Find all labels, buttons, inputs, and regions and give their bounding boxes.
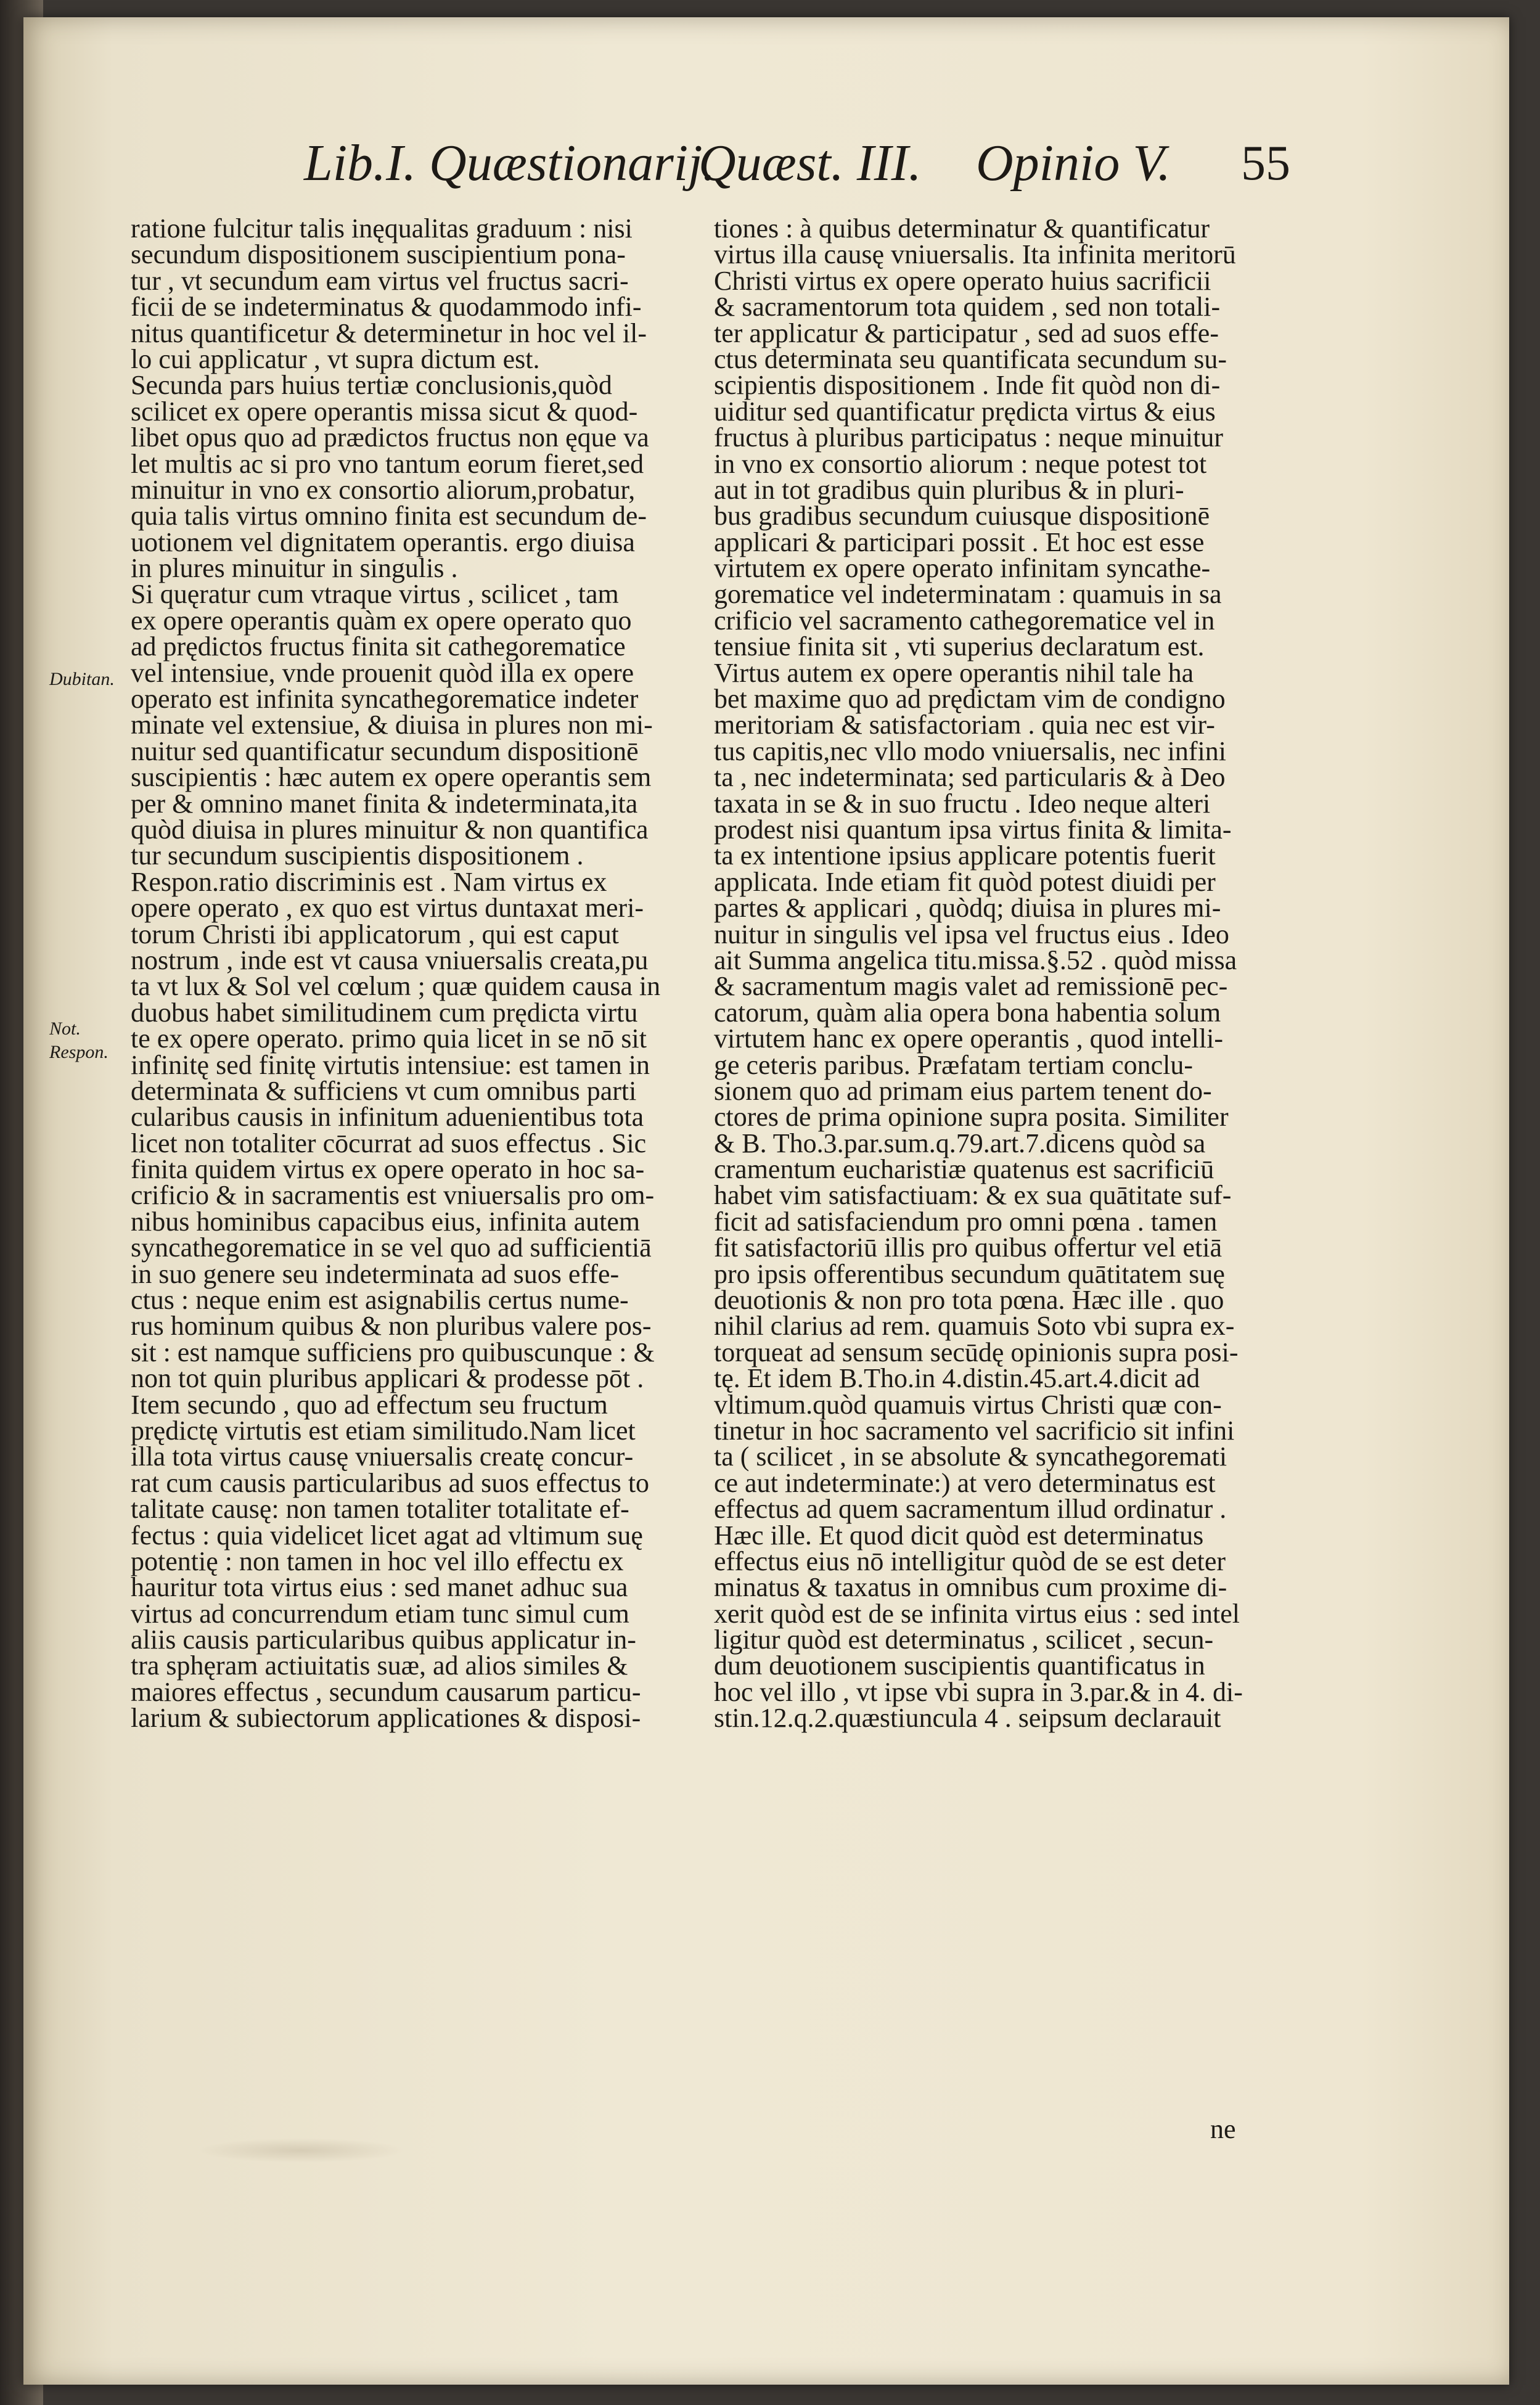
right-column-line: ligitur quòd est determinatus , scilicet , secun-	[714, 1625, 1214, 1655]
left-column-line: rat cum causis particularibus ad suos effectus to	[131, 1467, 650, 1498]
left-column-line: tur secundum suscipientis dispositionem .	[131, 840, 584, 871]
left-column-line: aliis causis particularibus quibus applicatur in-	[131, 1625, 636, 1655]
right-column-line: ait Summa angelica titu.missa.§.52 . quòd missa	[714, 944, 1237, 975]
right-column-line: fructus à pluribus participatus : neque minuitur	[714, 422, 1224, 453]
left-column-line: maiores effectus , secundum causarum particu-	[131, 1676, 641, 1707]
right-column-line: torqueat ad sensum secūdę opinionis supra posi-	[714, 1337, 1239, 1367]
right-column-line: bet maxime quo ad prędictam vim de condigno	[714, 684, 1226, 715]
right-column-line: pro ipsis offerentibus secundum quātitatem suę	[714, 1258, 1225, 1289]
left-column-line: let multis ac si pro vno tantum eorum fieret,sed	[131, 448, 644, 479]
left-column-line: crificio & in sacramentis est vniuersalis pro om-	[131, 1180, 655, 1211]
right-text-column	[714, 213, 1293, 1734]
right-column-line: Christi virtus ex opere operato huius sacrificii	[714, 265, 1211, 296]
right-column-line: applicari & participari possit . Et hoc est esse	[714, 526, 1205, 557]
left-column-line: ratione fulcitur talis inęqualitas graduum : nisi	[131, 213, 633, 244]
show-through-stain	[196, 2138, 406, 2163]
left-column-line: hauritur tota virtus eius : sed manet adhuc sua	[131, 1572, 628, 1603]
left-column-line: nuitur sed quantificatur secundum dispositionē	[131, 735, 639, 766]
right-column-line: taxata in se & in suo fructu . Ideo neque alteri	[714, 788, 1211, 819]
right-column-line: tus capitis,nec vllo modo vniuersalis, nec infini	[714, 735, 1226, 766]
left-column-line: minuitur in vno ex consortio aliorum,probatur,	[131, 474, 636, 505]
right-column-line: & B. Tho.3.par.sum.q.79.art.7.dicens quòd sa	[714, 1128, 1206, 1158]
right-column-line: fit satisfactoriū illis pro quibus offertur vel etiā	[714, 1232, 1222, 1263]
book-page	[23, 17, 1509, 2385]
right-column-line: tiones : à quibus determinatur & quantificatur	[714, 213, 1210, 244]
right-column-line: ctus determinata seu quantificata secundum su-	[714, 343, 1227, 374]
left-text-column	[131, 213, 698, 1734]
right-column-line: in vno ex consortio aliorum : neque potest tot	[714, 448, 1207, 479]
left-column-line: nitus quantificetur & determinetur in hoc vel il-	[131, 318, 647, 348]
right-column-line: aut in tot gradibus quin pluribus & in pluri-	[714, 474, 1184, 505]
left-column-line: opere operato , ex quo est virtus duntaxat meri-	[131, 893, 644, 924]
left-column-line: te ex opere operato. primo quia licet in se nō sit	[131, 1023, 647, 1054]
left-column-line: sit : est namque sufficiens pro quibuscunque : &	[131, 1337, 655, 1367]
right-column-line: sionem quo ad primam eius partem tenent do-	[714, 1075, 1212, 1106]
right-column-line: ter applicatur & participatur , sed ad suos effe-	[714, 318, 1219, 348]
left-column-line: tur , vt secundum eam virtus vel fructus sacri-	[131, 265, 629, 296]
right-column-line: & sacramentorum tota quidem , sed non totali-	[714, 292, 1221, 322]
header-question: Quæst. III.	[698, 134, 922, 192]
right-column-line: virtutem hanc ex opere operantis , quod intelli-	[714, 1023, 1223, 1054]
right-column-line: ta , nec indeterminata; sed particularis & à Deo	[714, 762, 1226, 793]
left-column-line: potentię : non tamen in hoc vel illo effectu ex	[131, 1546, 624, 1576]
left-column-line: in plures minuitur in singulis .	[131, 553, 458, 584]
right-column-line: nuitur in singulis vel ipsa vel fructus eius . Ideo	[714, 919, 1229, 949]
right-column-line: cramentum eucharistiæ quatenus est sacrificiū	[714, 1154, 1214, 1185]
margin-note-note: Not.	[49, 1018, 81, 1039]
left-column-line: prędictę virtutis est etiam similitudo.Nam licet	[131, 1415, 636, 1446]
right-column-line: Virtus autem ex opere operantis nihil tale ha	[714, 657, 1194, 688]
right-column-line: minatus & taxatus in omnibus cum proxime di-	[714, 1572, 1227, 1603]
right-column-line: prodest nisi quantum ipsa virtus finita & limita-	[714, 814, 1232, 845]
right-column-line: xerit quòd est de se infinita virtus eius : sed intel	[714, 1598, 1240, 1629]
left-column-line: Respon.ratio discriminis est . Nam virtus ex	[131, 866, 607, 897]
left-column-line: nostrum , inde est vt causa vniuersalis creata,pu	[131, 944, 649, 975]
left-column-line: syncathegorematice in se vel quo ad sufficientiā	[131, 1232, 652, 1263]
margin-note-dubitation: Dubitan.	[49, 669, 115, 689]
left-column-line: quòd diuisa in plures minuitur & non quantifica	[131, 814, 649, 845]
right-column-line: tensiue finita sit , vti superius declaratum est.	[714, 631, 1205, 662]
left-column-line: talitate causę: non tamen totaliter totalitate ef-	[131, 1494, 629, 1525]
right-column-line: effectus eius nō intelligitur quòd de se est deter	[714, 1546, 1226, 1576]
right-column-line: habet vim satisfactiuam: & ex sua quātitate suf-	[714, 1180, 1232, 1211]
right-column-line: nihil clarius ad rem. quamuis Soto vbi supra ex-	[714, 1311, 1235, 1342]
right-column-line: ctores de prima opinione supra posita. Similiter	[714, 1102, 1229, 1133]
left-column-line: scilicet ex opere operantis missa sicut & quod-	[131, 396, 638, 427]
right-column-line: stin.12.q.2.quæstiuncula 4 . seipsum declarauit	[714, 1703, 1221, 1734]
left-column-line: ex opere operantis quàm ex opere operato quo	[131, 605, 632, 636]
right-column-line: tinetur in hoc sacramento vel sacrificio sit infini	[714, 1415, 1235, 1446]
left-column-line: cularibus causis in infinitum aduenientibus tota	[131, 1102, 644, 1133]
right-column-line: & sacramentum magis valet ad remissionē pec-	[714, 971, 1228, 1002]
right-column-line: ge ceteris paribus. Præfatam tertiam conclu-	[714, 1049, 1194, 1080]
margin-note-response: Respon.	[49, 1042, 109, 1062]
left-column-line: ta vt lux & Sol vel cœlum ; quæ quidem causa in	[131, 971, 661, 1002]
right-column-line: gorematice vel indeterminatam : quamuis in sa	[714, 579, 1222, 610]
right-column-line: deuotionis & non pro tota pœna. Hæc ille . quo	[714, 1285, 1224, 1316]
left-column-line: Secunda pars huius tertiæ conclusionis,quòd	[131, 370, 612, 401]
right-column-line: tę. Et idem B.Tho.in 4.distin.45.art.4.dicit ad	[714, 1363, 1200, 1394]
header-book: Lib.I. Quæstionarij.	[304, 134, 716, 192]
left-column-line: Item secundo , quo ad effectum seu fructum	[131, 1389, 608, 1420]
left-column-line: ad prędictos fructus finita sit cathegorematice	[131, 631, 626, 662]
right-column-line: meritoriam & satisfactoriam . quia nec est vir-	[714, 710, 1215, 740]
left-column-line: uotionem vel dignitatem operantis. ergo diuisa	[131, 526, 635, 557]
left-column-line: non tot quin pluribus applicari & prodesse pōt .	[131, 1363, 644, 1394]
left-column-line: rus hominum quibus & non pluribus valere pos-	[131, 1311, 652, 1342]
running-header	[304, 129, 1315, 197]
left-column-line: duobus habet similitudinem cum prędicta virtu	[131, 997, 638, 1028]
right-column-line: dum deuotionem suscipientis quantificatus in	[714, 1650, 1205, 1681]
left-column-line: finita quidem virtus ex opere operato in hoc sa-	[131, 1154, 645, 1185]
left-column-line: nibus hominibus capacibus eius, infinita autem	[131, 1206, 641, 1237]
left-column-line: in suo genere seu indeterminata ad suos effe-	[131, 1258, 620, 1289]
left-column-line: virtus ad concurrendum etiam tunc simul cum	[131, 1598, 629, 1629]
left-column-line: ctus : neque enim est asignabilis certus nume-	[131, 1285, 629, 1316]
right-column-line: bus gradibus secundum cuiusque dispositionē	[714, 501, 1210, 531]
right-column-line: catorum, quàm alia opera bona habentia solum	[714, 997, 1221, 1028]
left-column-line: fectus : quia videlicet licet agat ad vltimum suę	[131, 1520, 643, 1551]
left-column-line: secundum dispositionem suscipientium pona-	[131, 239, 626, 270]
right-column-line: ce aut indeterminate:) at vero determinatus est	[714, 1467, 1216, 1498]
right-column-line: hoc vel illo , vt ipse vbi supra in 3.par.& in 4. di-	[714, 1676, 1243, 1707]
left-column-line: minate vel extensiue, & diuisa in plures non mi-	[131, 710, 653, 740]
right-column-line: uiditur sed quantificatur prędicta virtus & eius	[714, 396, 1216, 427]
right-column-line: virtus illa causę vniuersalis. Ita infinita meritorū	[714, 239, 1236, 270]
right-column-line: partes & applicari , quòdq; diuisa in plures mi-	[714, 893, 1221, 924]
right-column-line: scipientis dispositionem . Inde fit quòd non di-	[714, 370, 1221, 401]
left-column-line: quia talis virtus omnino finita est secundum de-	[131, 501, 647, 531]
left-column-line: illa tota virtus causę vniuersalis creatę concur-	[131, 1441, 634, 1472]
right-column-line: Hæc ille. Et quod dicit quòd est determinatus	[714, 1520, 1204, 1551]
right-column-line: crificio vel sacramento cathegorematice vel in	[714, 605, 1215, 636]
left-column-line: infinitę sed finitę virtutis intensiue: est tamen in	[131, 1049, 650, 1080]
right-column-line: effectus ad quem sacramentum illud ordinatur .	[714, 1494, 1227, 1525]
page-number: 55	[1241, 136, 1290, 191]
right-column-line: ta ex intentione ipsius applicare potentis fuerit	[714, 840, 1216, 871]
right-column-line: ficit ad satisfaciendum pro omni pœna . tamen	[714, 1206, 1218, 1237]
right-column-line: virtutem ex opere operato infinitam syncathe-	[714, 553, 1211, 584]
left-column-line: lo cui applicatur , vt supra dictum est.	[131, 343, 540, 374]
left-column-line: licet non totaliter cōcurrat ad suos effectus . Sic	[131, 1128, 647, 1158]
left-column-line: operato est infinita syncathegorematice indeter	[131, 684, 639, 715]
left-column-line: torum Christi ibi applicatorum , qui est caput	[131, 919, 619, 949]
left-column-line: suscipientis : hæc autem ex opere operantis sem	[131, 762, 652, 793]
left-column-line: tra sphęram actiuitatis suæ, ad alios similes &	[131, 1650, 628, 1681]
left-column-line: per & omnino manet finita & indeterminata,ita	[131, 788, 638, 819]
left-column-line: ficii de se indeterminatus & quodammodo infi-	[131, 292, 642, 322]
left-column-line: larium & subiectorum applicationes & disposi-	[131, 1703, 641, 1734]
left-column-line: libet opus quo ad prædictos fructus non ęque va	[131, 422, 649, 453]
left-column-line: determinata & sufficiens vt cum omnibus parti	[131, 1075, 637, 1106]
right-column-line: applicata. Inde etiam fit quòd potest diuidi per	[714, 866, 1216, 897]
header-opinion: Opinio V.	[976, 134, 1171, 192]
right-column-line: ta ( scilicet , in se absolute & syncathegoremati	[714, 1441, 1227, 1472]
right-column-line: vltimum.quòd quamuis virtus Christi quæ con-	[714, 1389, 1222, 1420]
left-column-line: Si quęratur cum vtraque virtus , scilicet , tam	[131, 579, 619, 610]
left-column-line: vel intensiue, vnde prouenit quòd illa ex opere	[131, 657, 634, 688]
catchword: ne	[1210, 2114, 1236, 2144]
